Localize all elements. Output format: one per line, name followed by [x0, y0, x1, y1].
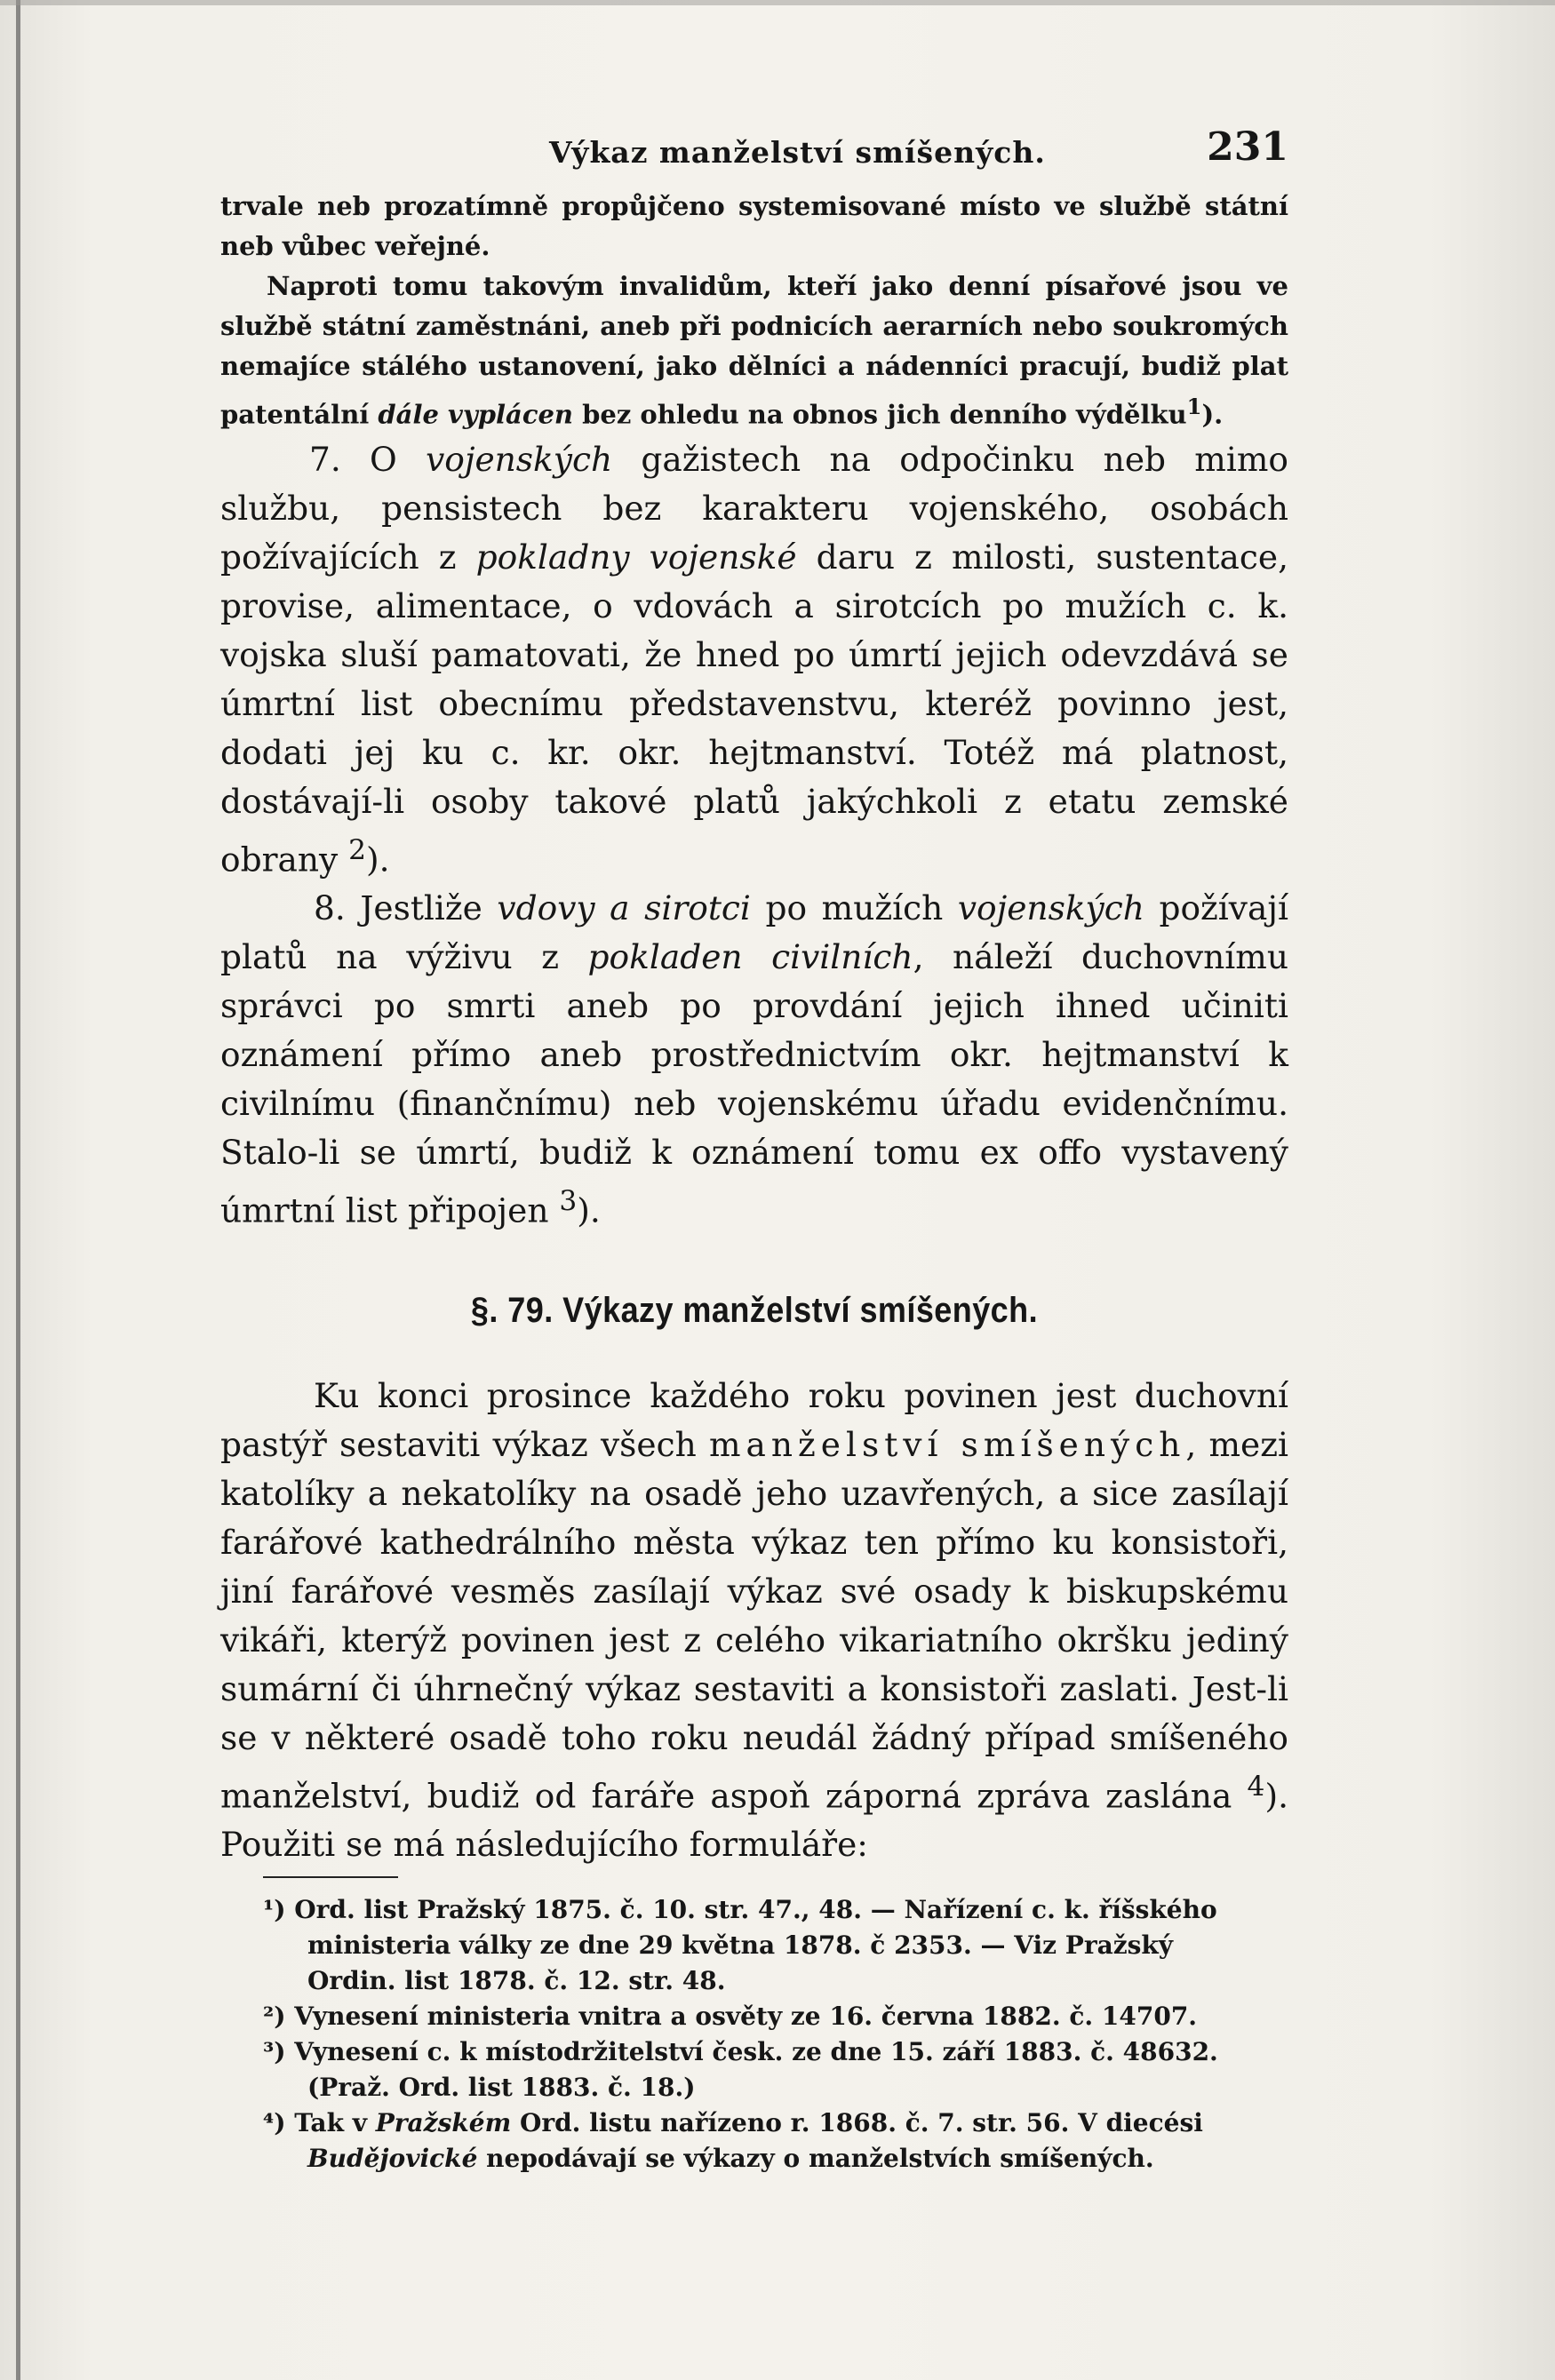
emphasis: vdovy a sirotci — [497, 888, 751, 928]
emphasis: vojenských — [957, 888, 1144, 928]
text-run: Ku konci prosince každého roku povinen jest duchovní pastýř sestaviti výkaz všech — [220, 1375, 1288, 1464]
section-heading: §. 79. Výkazy manželství smíšených. — [470, 1290, 1039, 1330]
footnote-1-line-2: ministeria války ze dne 29 května 1878. č 2353. — Viz Pražský — [307, 1930, 1174, 1961]
text-run: požívají platů na výživu z — [220, 888, 1288, 977]
paragraph-invalids — [220, 267, 1288, 435]
paragraph-7-military — [220, 435, 1288, 885]
page-header — [220, 124, 1288, 187]
footnote-mark: ³) — [263, 2037, 286, 2067]
text-run: gažistech na odpočinku neb mimo službu, pensistech bez karakteru vojenského, osobách požívajících z — [220, 439, 1288, 577]
footnote-ref: 1 — [1186, 394, 1202, 419]
page-binding-shadow — [16, 0, 20, 2380]
emphasis: pokladen civilních — [587, 937, 913, 977]
footnote-text: Vynesení c. k místodržitelství česk. ze dne 15. září 1883. č. 48632. — [285, 2037, 1218, 2067]
running-title: Výkaz manželství smíšených. — [549, 135, 1046, 170]
emphasis: pokladny vojenské — [475, 537, 797, 577]
paragraph-8-widows — [220, 884, 1288, 1236]
footnote-1 — [263, 1892, 1288, 1928]
footnote-mark: ⁴) — [263, 2108, 286, 2138]
footnote-mark: ²) — [263, 2002, 286, 2032]
text-run: ). — [577, 1190, 601, 1230]
footnotes — [220, 1892, 1288, 2177]
footnote-ref: 2 — [348, 833, 367, 866]
text-run: ). — [366, 840, 390, 880]
text-run: ). Použiti se má následujícího formuláře: — [220, 1776, 1288, 1865]
footnote-mark: ¹) — [263, 1895, 286, 1925]
text-run: 8. Jestliže — [314, 888, 498, 928]
emphasis: vojenských — [426, 439, 613, 479]
footnote-4-line-2 — [263, 2141, 1288, 2177]
footnote-text: Ord. listu nařízeno r. 1868. č. 7. str. 56. V diecési — [511, 2108, 1203, 2138]
spaced-emphasis: manželství smíšených — [708, 1424, 1186, 1464]
footnote-text: Tak v — [285, 2108, 376, 2138]
footnote-text: Vynesení ministeria vnitra a osvěty ze 16. června 1882. č. 14707. — [285, 2002, 1198, 2032]
page-top-shadow — [0, 0, 1555, 5]
text-run: Naproti tomu takovým invalidům, kteří jako denní písařové jsou ve službě státní zaměstnáni, aneb při podnicích aerarních nebo soukromých nemajíce stálého ustanovení, jako dělníci a nádenníci pracují, budiž plat patentální — [220, 271, 1288, 430]
page-number: 231 — [1207, 124, 1288, 170]
text-run: , náleží duchovnímu správci po smrti aneb po provdání jejich ihned učiniti oznámení přímo aneb prostřednictvím okr. hejtmanství k civilnímu (finančnímu) neb vojenskému úřadu evidenčnímu. Stalo-li se úmrtí, budiž k oznámení tomu ex offo vystavený úmrtní list připojen — [220, 937, 1288, 1230]
footnote-divider — [263, 1876, 398, 1878]
paragraph-continuation — [220, 187, 1288, 267]
emphasis: dále vyplácen — [378, 399, 574, 430]
footnote-4 — [263, 2105, 1288, 2141]
footnote-1-line-3: Ordin. list 1878. č. 12. str. 48. — [307, 1966, 726, 1996]
text-run: 7. O — [309, 439, 427, 479]
emphasis: Pražském — [375, 2108, 512, 2138]
text-run: po mužích — [750, 888, 958, 928]
footnote-ref: 3 — [559, 1185, 578, 1218]
text-run: , mezi katolíky a nekatolíky na osadě jeho uzavřených, a sice zasílají farářové kathedrálního města výkaz ten přímo ku konsistoři, jiní farářové vesměs zasílají výkaz své osady k biskupskému vikáři, kterýž povinen jest z celého vikariatního okršku jediný sumární či úhrnečný výkaz sestaviti a konsistoři zaslati. Jest-li se v některé osadě toho roku neudál žádný případ smíšeného manželství, budiž od faráře aspoň záporná zpráva zaslána — [220, 1424, 1288, 1816]
footnote-text: Ord. list Pražský 1875. č. 10. str. 47., 48. — Nařízení c. k. říšského — [285, 1895, 1217, 1925]
paragraph-text: trvale neb prozatímně propůjčeno systemisované místo ve službě státní neb vůbec veřejné. — [220, 191, 1288, 261]
footnote-3-line-2: (Praž. Ord. list 1883. č. 18.) — [307, 2073, 696, 2103]
emphasis: Budějovické — [307, 2144, 478, 2174]
text-run: bez ohledu na obnos jich denního výdělku — [573, 399, 1187, 430]
footnote-ref: 4 — [1247, 1770, 1265, 1803]
footnote-3 — [263, 2034, 1288, 2070]
footnote-text: nepodávají se výkazy o manželstvích smíšených. — [477, 2144, 1154, 2174]
paragraph-mixed-marriages — [220, 1372, 1288, 1870]
text-run: ). — [1201, 399, 1224, 430]
text-run: daru z milosti, sustentace, provise, alimentace, o vdovách a sirotcích po mužích c. k. vojska sluší pamatovati, že hned po úmrtí jejich odevzdává se úmrtní list obecnímu představenstvu, kteréž povinno jest, dodati jej ku c. kr. okr. hejtmanství. Totéž má platnost, dostávají-li osoby takové platů jakýchkoli z etatu zemské obrany — [220, 537, 1289, 880]
footnote-2 — [263, 1999, 1288, 2034]
page-content — [220, 124, 1288, 2177]
